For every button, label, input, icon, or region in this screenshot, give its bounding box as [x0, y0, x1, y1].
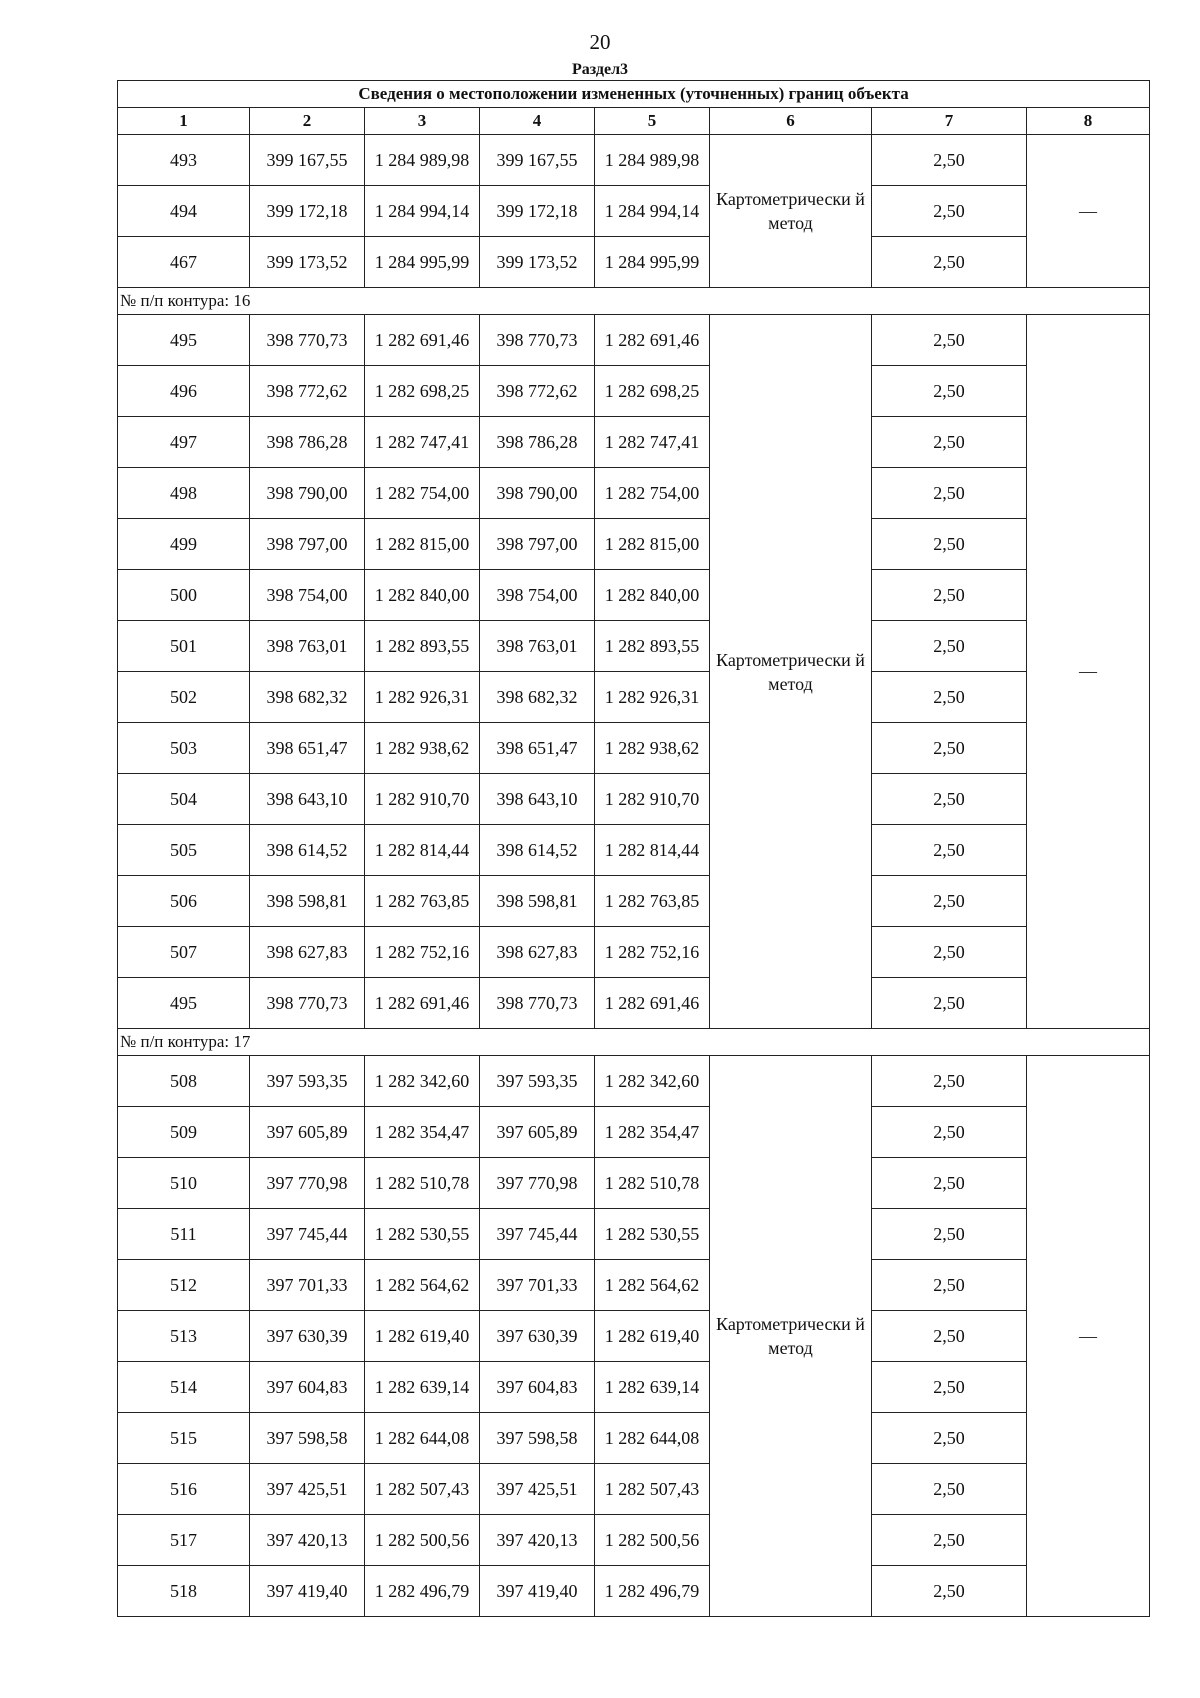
x-old-cell: 398 682,32 — [250, 672, 365, 723]
y-old-cell: 1 282 752,16 — [365, 927, 480, 978]
y-old-cell: 1 282 507,43 — [365, 1464, 480, 1515]
x-new-cell: 397 604,83 — [480, 1362, 595, 1413]
y-old-cell: 1 282 815,00 — [365, 519, 480, 570]
point-number-cell: 514 — [118, 1362, 250, 1413]
y-new-cell: 1 282 815,00 — [595, 519, 710, 570]
y-old-cell: 1 282 644,08 — [365, 1413, 480, 1464]
x-new-cell: 397 598,58 — [480, 1413, 595, 1464]
table-row — [118, 237, 1150, 288]
y-old-cell: 1 282 910,70 — [365, 774, 480, 825]
x-old-cell: 397 425,51 — [250, 1464, 365, 1515]
accuracy-cell: 2,50 — [872, 1209, 1027, 1260]
table-row — [118, 723, 1150, 774]
y-new-cell: 1 282 754,00 — [595, 468, 710, 519]
table-row — [118, 1515, 1150, 1566]
x-new-cell: 398 682,32 — [480, 672, 595, 723]
x-new-cell: 398 772,62 — [480, 366, 595, 417]
x-new-cell: 398 790,00 — [480, 468, 595, 519]
point-number-cell: 512 — [118, 1260, 250, 1311]
table-row — [118, 1362, 1150, 1413]
x-old-cell: 397 770,98 — [250, 1158, 365, 1209]
x-new-cell: 398 627,83 — [480, 927, 595, 978]
y-new-cell: 1 282 564,62 — [595, 1260, 710, 1311]
table-row — [118, 186, 1150, 237]
x-new-cell: 398 598,81 — [480, 876, 595, 927]
x-old-cell: 397 604,83 — [250, 1362, 365, 1413]
y-old-cell: 1 282 698,25 — [365, 366, 480, 417]
table-row — [118, 672, 1150, 723]
x-old-cell: 398 770,73 — [250, 978, 365, 1029]
table-row — [118, 1260, 1150, 1311]
x-new-cell: 398 786,28 — [480, 417, 595, 468]
note-cell: — — [1027, 315, 1150, 1029]
accuracy-cell: 2,50 — [872, 315, 1027, 366]
accuracy-cell: 2,50 — [872, 1413, 1027, 1464]
accuracy-cell: 2,50 — [872, 468, 1027, 519]
point-number-cell: 497 — [118, 417, 250, 468]
x-new-cell: 398 643,10 — [480, 774, 595, 825]
x-old-cell: 398 772,62 — [250, 366, 365, 417]
x-new-cell: 398 797,00 — [480, 519, 595, 570]
point-number-cell: 510 — [118, 1158, 250, 1209]
accuracy-cell: 2,50 — [872, 1515, 1027, 1566]
y-old-cell: 1 284 995,99 — [365, 237, 480, 288]
y-new-cell: 1 282 691,46 — [595, 315, 710, 366]
point-number-cell: 513 — [118, 1311, 250, 1362]
x-new-cell: 398 651,47 — [480, 723, 595, 774]
accuracy-cell: 2,50 — [872, 621, 1027, 672]
x-new-cell: 398 614,52 — [480, 825, 595, 876]
x-new-cell: 399 173,52 — [480, 237, 595, 288]
table-row — [118, 825, 1150, 876]
y-new-cell: 1 282 639,14 — [595, 1362, 710, 1413]
method-cell: Картометрически й метод — [710, 135, 872, 288]
column-header: 6 — [710, 108, 872, 135]
x-old-cell: 398 790,00 — [250, 468, 365, 519]
x-old-cell: 398 614,52 — [250, 825, 365, 876]
x-new-cell: 397 419,40 — [480, 1566, 595, 1617]
y-new-cell: 1 282 496,79 — [595, 1566, 710, 1617]
y-new-cell: 1 282 840,00 — [595, 570, 710, 621]
y-old-cell: 1 282 691,46 — [365, 315, 480, 366]
table-row — [118, 978, 1150, 1029]
x-old-cell: 398 770,73 — [250, 315, 365, 366]
method-cell: Картометрически й метод — [710, 315, 872, 1029]
method-cell: Картометрически й метод — [710, 1056, 872, 1617]
point-number-cell: 494 — [118, 186, 250, 237]
x-old-cell: 397 598,58 — [250, 1413, 365, 1464]
note-cell: — — [1027, 1056, 1150, 1617]
y-old-cell: 1 284 989,98 — [365, 135, 480, 186]
accuracy-cell: 2,50 — [872, 1056, 1027, 1107]
x-old-cell: 398 754,00 — [250, 570, 365, 621]
y-new-cell: 1 282 747,41 — [595, 417, 710, 468]
x-old-cell: 397 701,33 — [250, 1260, 365, 1311]
point-number-cell: 515 — [118, 1413, 250, 1464]
table-row — [118, 1056, 1150, 1107]
y-old-cell: 1 282 342,60 — [365, 1056, 480, 1107]
y-old-cell: 1 282 619,40 — [365, 1311, 480, 1362]
point-number-cell: 495 — [118, 315, 250, 366]
table-row — [118, 1464, 1150, 1515]
y-new-cell: 1 282 507,43 — [595, 1464, 710, 1515]
table-row — [118, 417, 1150, 468]
column-header: 7 — [872, 108, 1027, 135]
x-new-cell: 397 770,98 — [480, 1158, 595, 1209]
table-row — [118, 876, 1150, 927]
point-number-cell: 467 — [118, 237, 250, 288]
point-number-cell: 501 — [118, 621, 250, 672]
column-header: 2 — [250, 108, 365, 135]
y-new-cell: 1 282 510,78 — [595, 1158, 710, 1209]
table-row — [118, 1413, 1150, 1464]
x-old-cell: 399 172,18 — [250, 186, 365, 237]
accuracy-cell: 2,50 — [872, 774, 1027, 825]
table-row — [118, 468, 1150, 519]
y-new-cell: 1 282 500,56 — [595, 1515, 710, 1566]
y-old-cell: 1 282 926,31 — [365, 672, 480, 723]
accuracy-cell: 2,50 — [872, 417, 1027, 468]
point-number-cell: 502 — [118, 672, 250, 723]
section-title: Раздел3 — [571, 61, 629, 78]
accuracy-cell: 2,50 — [872, 237, 1027, 288]
y-old-cell: 1 282 354,47 — [365, 1107, 480, 1158]
y-new-cell: 1 282 619,40 — [595, 1311, 710, 1362]
y-old-cell: 1 282 938,62 — [365, 723, 480, 774]
x-new-cell: 397 425,51 — [480, 1464, 595, 1515]
column-header: 4 — [480, 108, 595, 135]
point-number-cell: 509 — [118, 1107, 250, 1158]
y-old-cell: 1 282 564,62 — [365, 1260, 480, 1311]
table-row — [118, 621, 1150, 672]
x-new-cell: 397 420,13 — [480, 1515, 595, 1566]
accuracy-cell: 2,50 — [872, 519, 1027, 570]
y-new-cell: 1 282 530,55 — [595, 1209, 710, 1260]
accuracy-cell: 2,50 — [872, 672, 1027, 723]
x-new-cell: 397 630,39 — [480, 1311, 595, 1362]
x-new-cell: 398 763,01 — [480, 621, 595, 672]
point-number-cell: 503 — [118, 723, 250, 774]
table-body — [118, 135, 1150, 1617]
x-new-cell: 397 701,33 — [480, 1260, 595, 1311]
y-new-cell: 1 282 814,44 — [595, 825, 710, 876]
table-row — [118, 927, 1150, 978]
accuracy-cell: 2,50 — [872, 1362, 1027, 1413]
point-number-cell: 493 — [118, 135, 250, 186]
y-new-cell: 1 282 938,62 — [595, 723, 710, 774]
x-old-cell: 399 167,55 — [250, 135, 365, 186]
point-number-cell: 496 — [118, 366, 250, 417]
y-new-cell: 1 282 752,16 — [595, 927, 710, 978]
y-old-cell: 1 282 814,44 — [365, 825, 480, 876]
accuracy-cell: 2,50 — [872, 186, 1027, 237]
x-old-cell: 398 627,83 — [250, 927, 365, 978]
y-old-cell: 1 282 754,00 — [365, 468, 480, 519]
contour-row — [118, 1029, 1150, 1056]
point-number-cell: 516 — [118, 1464, 250, 1515]
point-number-cell: 508 — [118, 1056, 250, 1107]
x-new-cell: 398 754,00 — [480, 570, 595, 621]
note-cell: — — [1027, 135, 1150, 288]
contour-label: № п/п контура: 17 — [118, 1029, 1150, 1056]
column-header: 1 — [118, 108, 250, 135]
point-number-cell: 500 — [118, 570, 250, 621]
point-number-cell: 517 — [118, 1515, 250, 1566]
y-old-cell: 1 282 639,14 — [365, 1362, 480, 1413]
contour-row — [118, 288, 1150, 315]
table-row — [118, 570, 1150, 621]
y-new-cell: 1 282 698,25 — [595, 366, 710, 417]
accuracy-cell: 2,50 — [872, 723, 1027, 774]
point-number-cell: 506 — [118, 876, 250, 927]
accuracy-cell: 2,50 — [872, 927, 1027, 978]
table-row — [118, 774, 1150, 825]
accuracy-cell: 2,50 — [872, 876, 1027, 927]
accuracy-cell: 2,50 — [872, 1311, 1027, 1362]
x-old-cell: 397 605,89 — [250, 1107, 365, 1158]
x-old-cell: 397 593,35 — [250, 1056, 365, 1107]
page-number: 20 — [589, 30, 611, 54]
y-old-cell: 1 282 747,41 — [365, 417, 480, 468]
table-row — [118, 135, 1150, 186]
x-old-cell: 398 598,81 — [250, 876, 365, 927]
point-number-cell: 498 — [118, 468, 250, 519]
accuracy-cell: 2,50 — [872, 825, 1027, 876]
point-number-cell: 518 — [118, 1566, 250, 1617]
x-new-cell: 397 593,35 — [480, 1056, 595, 1107]
accuracy-cell: 2,50 — [872, 978, 1027, 1029]
x-new-cell: 397 605,89 — [480, 1107, 595, 1158]
accuracy-cell: 2,50 — [872, 366, 1027, 417]
table-row — [118, 366, 1150, 417]
point-number-cell: 495 — [118, 978, 250, 1029]
table-row — [118, 315, 1150, 366]
accuracy-cell: 2,50 — [872, 1158, 1027, 1209]
y-new-cell: 1 282 354,47 — [595, 1107, 710, 1158]
accuracy-cell: 2,50 — [872, 135, 1027, 186]
column-header: 3 — [365, 108, 480, 135]
table-row — [118, 1311, 1150, 1362]
column-header: 8 — [1027, 108, 1150, 135]
table-row — [118, 1209, 1150, 1260]
point-number-cell: 511 — [118, 1209, 250, 1260]
table-row — [118, 1107, 1150, 1158]
y-old-cell: 1 282 530,55 — [365, 1209, 480, 1260]
y-new-cell: 1 284 995,99 — [595, 237, 710, 288]
y-old-cell: 1 282 763,85 — [365, 876, 480, 927]
y-new-cell: 1 282 691,46 — [595, 978, 710, 1029]
table-row — [118, 1158, 1150, 1209]
x-old-cell: 397 420,13 — [250, 1515, 365, 1566]
x-new-cell: 398 770,73 — [480, 978, 595, 1029]
y-old-cell: 1 282 840,00 — [365, 570, 480, 621]
x-old-cell: 399 173,52 — [250, 237, 365, 288]
y-old-cell: 1 282 500,56 — [365, 1515, 480, 1566]
y-new-cell: 1 282 342,60 — [595, 1056, 710, 1107]
y-new-cell: 1 282 763,85 — [595, 876, 710, 927]
x-new-cell: 399 167,55 — [480, 135, 595, 186]
point-number-cell: 504 — [118, 774, 250, 825]
y-new-cell: 1 284 994,14 — [595, 186, 710, 237]
contour-label: № п/п контура: 16 — [118, 288, 1150, 315]
x-old-cell: 398 763,01 — [250, 621, 365, 672]
y-new-cell: 1 282 644,08 — [595, 1413, 710, 1464]
y-old-cell: 1 284 994,14 — [365, 186, 480, 237]
accuracy-cell: 2,50 — [872, 570, 1027, 621]
point-number-cell: 507 — [118, 927, 250, 978]
x-old-cell: 398 643,10 — [250, 774, 365, 825]
y-old-cell: 1 282 496,79 — [365, 1566, 480, 1617]
y-new-cell: 1 282 893,55 — [595, 621, 710, 672]
point-number-cell: 505 — [118, 825, 250, 876]
y-old-cell: 1 282 510,78 — [365, 1158, 480, 1209]
x-new-cell: 398 770,73 — [480, 315, 595, 366]
x-old-cell: 397 745,44 — [250, 1209, 365, 1260]
column-header: 5 — [595, 108, 710, 135]
x-old-cell: 398 786,28 — [250, 417, 365, 468]
y-new-cell: 1 284 989,98 — [595, 135, 710, 186]
table-row — [118, 519, 1150, 570]
accuracy-cell: 2,50 — [872, 1464, 1027, 1515]
accuracy-cell: 2,50 — [872, 1107, 1027, 1158]
x-new-cell: 399 172,18 — [480, 186, 595, 237]
y-new-cell: 1 282 926,31 — [595, 672, 710, 723]
accuracy-cell: 2,50 — [872, 1566, 1027, 1617]
x-new-cell: 397 745,44 — [480, 1209, 595, 1260]
y-new-cell: 1 282 910,70 — [595, 774, 710, 825]
y-old-cell: 1 282 893,55 — [365, 621, 480, 672]
x-old-cell: 397 630,39 — [250, 1311, 365, 1362]
x-old-cell: 398 651,47 — [250, 723, 365, 774]
table-caption: Сведения о местоположении измененных (уточненных) границ объекта — [118, 81, 1150, 108]
accuracy-cell: 2,50 — [872, 1260, 1027, 1311]
table-row — [118, 1566, 1150, 1617]
point-number-cell: 499 — [118, 519, 250, 570]
x-old-cell: 398 797,00 — [250, 519, 365, 570]
boundary-table — [117, 80, 1150, 1617]
header-row — [118, 108, 1150, 135]
y-old-cell: 1 282 691,46 — [365, 978, 480, 1029]
x-old-cell: 397 419,40 — [250, 1566, 365, 1617]
